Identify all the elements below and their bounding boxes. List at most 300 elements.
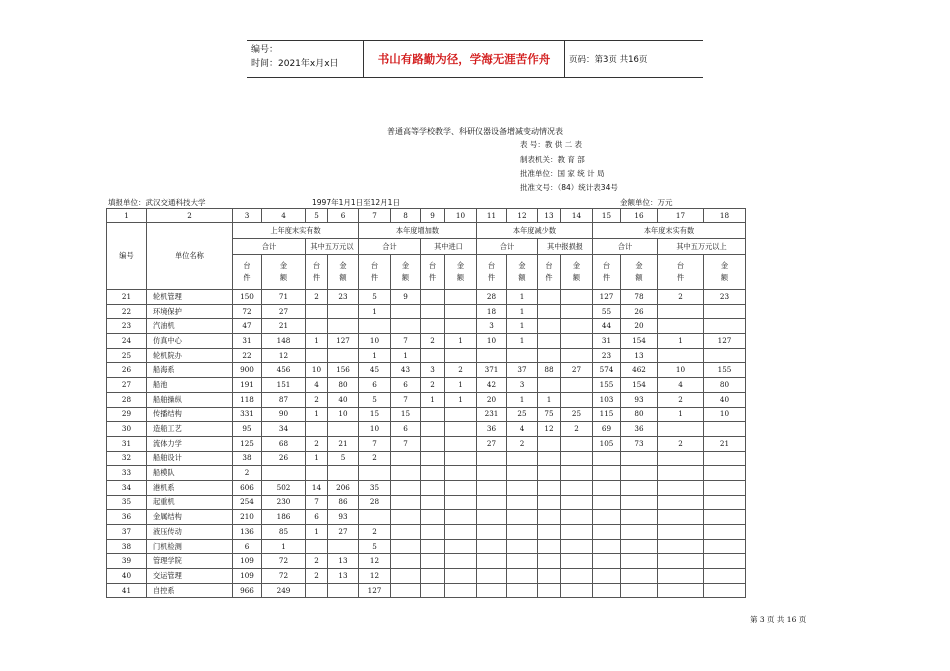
value-cell [477,495,507,510]
value-cell: 7 [391,334,421,349]
subgroup-header: 合计 [359,239,421,255]
value-cell [658,422,704,437]
value-cell [704,525,746,540]
value-cell [328,583,359,598]
value-cell: 5 [328,451,359,466]
value-cell [391,510,421,525]
amount-unit: 金额单位：万元 [620,198,673,207]
value-cell [704,466,746,481]
value-cell: 5 [359,290,391,305]
value-cell [507,480,538,495]
count-unit-header: 台 件 [593,255,621,290]
row-id: 35 [107,495,147,510]
reporting-unit: 填报单位：武汉交通科技大学 [108,198,206,207]
value-cell [593,495,621,510]
unit-name: 船舶设计 [147,451,233,466]
value-cell: 2 [306,569,328,584]
row-id: 40 [107,569,147,584]
value-cell [658,451,704,466]
value-cell [359,510,391,525]
value-cell: 15 [391,407,421,422]
value-cell [538,451,561,466]
row-id: 26 [107,363,147,378]
value-cell [561,554,593,569]
value-cell [561,304,593,319]
value-cell [507,510,538,525]
value-cell [561,480,593,495]
row-id: 34 [107,480,147,495]
value-cell [306,319,328,334]
value-cell: 13 [621,348,658,363]
value-cell: 38 [233,451,262,466]
value-cell [658,480,704,495]
unit-name: 管理学院 [147,554,233,569]
table-row [107,348,746,363]
value-cell [538,319,561,334]
value-cell: 27 [328,525,359,540]
value-cell: 606 [233,480,262,495]
value-cell [445,290,477,305]
value-cell: 6 [233,539,262,554]
value-cell [561,569,593,584]
value-cell [538,495,561,510]
value-cell: 10 [704,407,746,422]
count-unit-header: 台 件 [477,255,507,290]
value-cell [328,422,359,437]
column-number: 13 [538,209,561,223]
header-left [251,43,361,71]
value-cell: 27 [477,436,507,451]
value-cell: 331 [233,407,262,422]
column-number: 1 [107,209,147,223]
value-cell: 21 [262,319,306,334]
value-cell [593,569,621,584]
value-cell [421,422,445,437]
value-cell [704,480,746,495]
unit-name: 自控系 [147,583,233,598]
value-cell: 80 [621,407,658,422]
value-cell [561,539,593,554]
unit-name: 船模队 [147,466,233,481]
value-cell: 7 [391,392,421,407]
value-cell [593,554,621,569]
value-cell: 10 [328,407,359,422]
value-cell [306,539,328,554]
value-cell: 45 [359,363,391,378]
value-cell: 1 [359,348,391,363]
value-cell [445,480,477,495]
value-cell: 230 [262,495,306,510]
value-cell: 72 [262,569,306,584]
value-cell: 26 [262,451,306,466]
value-cell: 10 [359,422,391,437]
value-cell: 502 [262,480,306,495]
value-cell: 93 [621,392,658,407]
column-number: 6 [328,209,359,223]
code-label: 编号： [251,45,279,55]
column-number: 12 [507,209,538,223]
value-cell [538,539,561,554]
value-cell: 118 [233,392,262,407]
value-cell [421,304,445,319]
value-cell: 3 [477,319,507,334]
value-cell [391,304,421,319]
unit-name: 传播结构 [147,407,233,422]
value-cell: 2 [507,436,538,451]
value-cell [421,466,445,481]
table-row [107,334,746,349]
value-cell: 7 [359,436,391,451]
value-cell [561,495,593,510]
value-cell [593,480,621,495]
value-cell: 73 [621,436,658,451]
value-cell [391,569,421,584]
value-cell [507,539,538,554]
value-cell [421,569,445,584]
value-cell [621,539,658,554]
column-number: 11 [477,209,507,223]
value-cell [538,436,561,451]
value-cell: 2 [445,363,477,378]
value-cell [421,290,445,305]
value-cell: 10 [306,363,328,378]
table-row [107,510,746,525]
value-cell [593,451,621,466]
value-cell: 27 [262,304,306,319]
value-cell: 78 [621,290,658,305]
value-cell [538,378,561,393]
unit-name: 轮机管理 [147,290,233,305]
group-header-row [107,223,746,239]
table-row [107,378,746,393]
group-header: 本年度增加数 [359,223,477,239]
value-cell [477,539,507,554]
value-cell [507,554,538,569]
value-cell: 1 [658,407,704,422]
subgroup-header: 其中五万元以 [306,239,359,255]
value-cell [445,436,477,451]
row-id: 27 [107,378,147,393]
value-cell [391,583,421,598]
count-unit-header: 台 件 [658,255,704,290]
value-cell [621,583,658,598]
value-cell: 2 [233,466,262,481]
value-cell [704,510,746,525]
value-cell [658,583,704,598]
value-cell: 35 [359,480,391,495]
value-cell [658,569,704,584]
value-cell: 127 [359,583,391,598]
value-cell: 9 [391,290,421,305]
value-cell: 42 [477,378,507,393]
unit-name: 流体力学 [147,436,233,451]
value-cell [621,510,658,525]
value-cell [704,319,746,334]
value-cell [621,466,658,481]
value-cell: 2 [658,290,704,305]
value-cell [561,378,593,393]
value-cell [704,304,746,319]
row-id: 30 [107,422,147,437]
value-cell: 15 [359,407,391,422]
value-cell [507,525,538,540]
amount-unit-header: 金 额 [328,255,359,290]
value-cell [391,525,421,540]
value-cell [421,319,445,334]
table-row [107,290,746,305]
value-cell [262,466,306,481]
value-cell [391,451,421,466]
value-cell [561,290,593,305]
value-cell: 6 [359,378,391,393]
value-cell [391,480,421,495]
subgroup-header: 合计 [593,239,658,255]
table-row [107,422,746,437]
value-cell: 456 [262,363,306,378]
value-cell: 12 [538,422,561,437]
value-cell: 12 [359,569,391,584]
value-cell [445,304,477,319]
value-cell [507,348,538,363]
value-cell: 1 [507,334,538,349]
value-cell: 206 [328,480,359,495]
value-cell: 1 [262,539,306,554]
table-row [107,407,746,422]
value-cell [538,304,561,319]
value-cell: 31 [593,334,621,349]
value-cell [445,510,477,525]
value-cell [593,466,621,481]
value-cell: 12 [359,554,391,569]
value-cell: 150 [233,290,262,305]
value-cell: 1 [445,392,477,407]
value-cell [658,554,704,569]
value-cell: 900 [233,363,262,378]
value-cell: 4 [658,378,704,393]
unit-name: 门机检测 [147,539,233,554]
value-cell [538,554,561,569]
value-cell: 6 [391,378,421,393]
column-number: 17 [658,209,704,223]
value-cell: 25 [507,407,538,422]
table-row [107,363,746,378]
value-cell [538,466,561,481]
value-cell [507,495,538,510]
value-cell [561,436,593,451]
unit-name: 船海系 [147,363,233,378]
subgroup-header: 其中报损报 [538,239,593,255]
value-cell: 127 [704,334,746,349]
value-cell [704,583,746,598]
value-cell [445,554,477,569]
row-id: 28 [107,392,147,407]
value-cell [477,348,507,363]
value-cell [477,510,507,525]
value-cell [391,554,421,569]
value-cell: 2 [658,436,704,451]
value-cell: 22 [233,348,262,363]
table-row [107,480,746,495]
value-cell [391,319,421,334]
value-cell: 2 [658,392,704,407]
value-cell [328,466,359,481]
column-number: 10 [445,209,477,223]
value-cell [306,304,328,319]
amount-unit-header: 金 额 [391,255,421,290]
value-cell [306,422,328,437]
value-cell: 109 [233,554,262,569]
value-cell [306,348,328,363]
value-cell: 1 [507,304,538,319]
document-header [247,40,703,78]
value-cell: 125 [233,436,262,451]
value-cell: 10 [658,363,704,378]
table-row [107,554,746,569]
value-cell [658,510,704,525]
value-cell [445,348,477,363]
value-cell: 154 [621,378,658,393]
value-cell [445,525,477,540]
row-id: 36 [107,510,147,525]
value-cell [421,539,445,554]
column-number: 16 [621,209,658,223]
value-cell: 154 [621,334,658,349]
value-cell [658,495,704,510]
value-cell: 5 [359,539,391,554]
value-cell [445,466,477,481]
value-cell [445,495,477,510]
value-cell [621,525,658,540]
value-cell: 28 [477,290,507,305]
value-cell: 155 [593,378,621,393]
value-cell [658,319,704,334]
row-id: 24 [107,334,147,349]
value-cell: 25 [561,407,593,422]
value-cell [445,407,477,422]
value-cell: 10 [477,334,507,349]
value-cell: 371 [477,363,507,378]
value-cell [421,554,445,569]
value-cell [704,539,746,554]
value-cell: 191 [233,378,262,393]
value-cell: 40 [328,392,359,407]
value-cell [704,422,746,437]
subgroup-header: 其中五万元以上 [658,239,746,255]
row-id: 41 [107,583,147,598]
value-cell [621,554,658,569]
table-row [107,569,746,584]
value-cell [477,466,507,481]
reporting-period: 1997年1月1日至12月1日 [312,198,400,207]
approval-number: 批准文号：（84）统计表34号 [520,183,618,192]
value-cell: 254 [233,495,262,510]
value-cell [421,495,445,510]
value-cell: 31 [233,334,262,349]
value-cell [421,583,445,598]
value-cell [421,510,445,525]
column-number: 18 [704,209,746,223]
value-cell [477,451,507,466]
amount-unit-header: 金 额 [507,255,538,290]
value-cell: 1 [359,304,391,319]
unit-name: 轮机院办 [147,348,233,363]
value-cell: 148 [262,334,306,349]
unit-name: 环境保护 [147,304,233,319]
value-cell: 80 [704,378,746,393]
count-unit-header: 台 件 [538,255,561,290]
value-cell [445,451,477,466]
row-id: 21 [107,290,147,305]
value-cell: 109 [233,569,262,584]
column-number-row [107,209,746,223]
value-cell [658,348,704,363]
value-cell [561,334,593,349]
value-cell [445,569,477,584]
value-cell [507,451,538,466]
value-cell [306,583,328,598]
value-cell: 23 [704,290,746,305]
column-number: 8 [391,209,421,223]
value-cell: 115 [593,407,621,422]
value-cell: 71 [262,290,306,305]
value-cell: 127 [328,334,359,349]
value-cell: 2 [421,378,445,393]
value-cell: 105 [593,436,621,451]
value-cell: 186 [262,510,306,525]
value-cell [421,480,445,495]
value-cell: 40 [704,392,746,407]
value-cell [421,407,445,422]
row-id: 31 [107,436,147,451]
value-cell [658,539,704,554]
value-cell [359,466,391,481]
row-id: 29 [107,407,147,422]
value-cell: 36 [621,422,658,437]
value-cell: 1 [445,378,477,393]
value-cell [561,466,593,481]
column-number: 4 [262,209,306,223]
subgroup-header: 合计 [233,239,306,255]
value-cell [421,436,445,451]
value-cell: 2 [359,525,391,540]
value-cell [507,466,538,481]
value-cell [561,348,593,363]
value-cell: 1 [658,334,704,349]
value-cell: 55 [593,304,621,319]
time-label: 时间：2021年x月x日 [251,59,339,69]
value-cell: 574 [593,363,621,378]
value-cell: 27 [561,363,593,378]
value-cell: 1 [507,319,538,334]
table-row [107,539,746,554]
value-cell [621,569,658,584]
value-cell [561,451,593,466]
row-id: 39 [107,554,147,569]
value-cell [538,510,561,525]
table-row [107,495,746,510]
value-cell: 36 [477,422,507,437]
value-cell: 151 [262,378,306,393]
value-cell [445,319,477,334]
value-cell: 86 [328,495,359,510]
value-cell: 75 [538,407,561,422]
table-row [107,525,746,540]
table-row [107,392,746,407]
motto-banner: 书山有路勤为径，学海无涯苦作舟 [363,41,565,77]
value-cell: 90 [262,407,306,422]
value-cell [445,422,477,437]
value-cell: 69 [593,422,621,437]
